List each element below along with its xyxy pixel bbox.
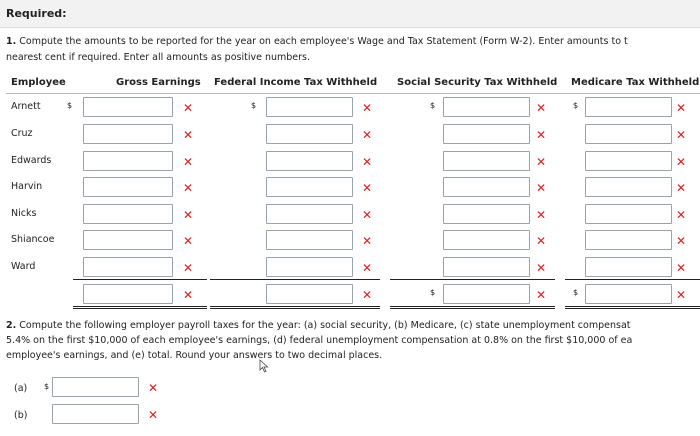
header-federal-income-tax: Federal Income Tax Withheld (214, 77, 378, 88)
harvin-gross-incorrect-icon: ✕ (183, 181, 194, 195)
employee-name-ward: Ward (11, 261, 36, 272)
ward-medicare-incorrect-icon: ✕ (676, 261, 687, 275)
question-1-line2: nearest cent if required. Enter all amounts as positive numbers. (6, 52, 310, 63)
cruz-medicare-incorrect-icon: ✕ (676, 128, 687, 142)
ward-gross-input[interactable] (83, 257, 173, 277)
harvin-medicare-incorrect-icon: ✕ (676, 181, 687, 195)
employee-name-edwards: Edwards (11, 155, 52, 166)
required-header (0, 0, 700, 28)
cruz-ss-incorrect-icon: ✕ (536, 128, 547, 142)
question-2-text (6, 318, 700, 363)
nicks-ss-incorrect-icon: ✕ (536, 208, 547, 222)
employee-name-cruz: Cruz (11, 128, 33, 139)
total-medicare-incorrect-icon: ✕ (676, 288, 687, 302)
ss-currency-symbol: $ (430, 101, 436, 110)
edwards-fed-input[interactable] (266, 151, 353, 171)
cruz-medicare-input[interactable] (585, 124, 672, 144)
question-2-line2: 5.4% on the first $10,000 of each employee's earnings, (d) federal unemployment compensation at 0.8% on the first $10,000 of ea (6, 335, 633, 346)
required-label: Required: (6, 7, 67, 20)
arnett-fed-input[interactable] (266, 97, 353, 117)
edwards-medicare-input[interactable] (585, 151, 672, 171)
employee-name-shiancoe: Shiancoe (11, 234, 55, 245)
part-b-input[interactable] (52, 404, 139, 424)
nicks-fed-input[interactable] (266, 204, 353, 224)
total-ss-incorrect-icon: ✕ (536, 288, 547, 302)
ward-fed-incorrect-icon: ✕ (362, 261, 373, 275)
nicks-gross-incorrect-icon: ✕ (183, 208, 194, 222)
total-rule-double-3 (390, 306, 555, 309)
arnett-gross-incorrect-icon: ✕ (183, 101, 194, 115)
part-b-label: (b) (14, 410, 28, 421)
harvin-fed-incorrect-icon: ✕ (362, 181, 373, 195)
total-ss-input[interactable] (443, 284, 530, 304)
part-a-currency: $ (44, 382, 50, 391)
shiancoe-fed-input[interactable] (266, 230, 353, 250)
medicare-currency-symbol: $ (573, 101, 579, 110)
fed-currency-symbol: $ (251, 101, 257, 110)
shiancoe-gross-input[interactable] (83, 230, 173, 250)
cruz-gross-input[interactable] (83, 124, 173, 144)
arnett-ss-input[interactable] (443, 97, 530, 117)
employee-name-arnett: Arnett (11, 101, 41, 112)
harvin-medicare-input[interactable] (585, 177, 672, 197)
shiancoe-gross-incorrect-icon: ✕ (183, 234, 194, 248)
total-rule-double-4 (565, 306, 700, 309)
edwards-gross-input[interactable] (83, 151, 173, 171)
question-2-number: 2. (6, 320, 17, 331)
arnett-medicare-incorrect-icon: ✕ (676, 101, 687, 115)
total-gross-input[interactable] (83, 284, 173, 304)
nicks-gross-input[interactable] (83, 204, 173, 224)
total-gross-incorrect-icon: ✕ (183, 288, 194, 302)
total-rule-double-1 (73, 306, 207, 309)
text-cursor-icon (257, 359, 269, 373)
nicks-fed-incorrect-icon: ✕ (362, 208, 373, 222)
ward-medicare-input[interactable] (585, 257, 672, 277)
header-medicare-tax: Medicare Tax Withheld (571, 77, 700, 88)
shiancoe-ss-input[interactable] (443, 230, 530, 250)
ward-ss-input[interactable] (443, 257, 530, 277)
total-medicare-input[interactable] (585, 284, 672, 304)
arnett-medicare-input[interactable] (585, 97, 672, 117)
edwards-fed-incorrect-icon: ✕ (362, 155, 373, 169)
ward-gross-incorrect-icon: ✕ (183, 261, 194, 275)
nicks-medicare-input[interactable] (585, 204, 672, 224)
arnett-ss-incorrect-icon: ✕ (536, 101, 547, 115)
question-1-text (6, 35, 628, 48)
question-1-line1: Compute the amounts to be reported for the year on each employee's Wage and Tax Statement (Form W-2). Enter amounts to t (19, 36, 628, 47)
header-gross-earnings: Gross Earnings (116, 77, 201, 88)
cruz-gross-incorrect-icon: ✕ (183, 128, 194, 142)
gross-currency-symbol: $ (67, 101, 73, 110)
edwards-medicare-incorrect-icon: ✕ (676, 155, 687, 169)
question-2-line1: Compute the following employer payroll taxes for the year: (a) social security, (b) Medicare, (c) state unemployment compensat (19, 320, 631, 331)
shiancoe-ss-incorrect-icon: ✕ (536, 234, 547, 248)
total-fed-incorrect-icon: ✕ (362, 288, 373, 302)
arnett-fed-incorrect-icon: ✕ (362, 101, 373, 115)
nicks-ss-input[interactable] (443, 204, 530, 224)
edwards-gross-incorrect-icon: ✕ (183, 155, 194, 169)
nicks-medicare-incorrect-icon: ✕ (676, 208, 687, 222)
arnett-gross-input[interactable] (83, 97, 173, 117)
ward-fed-input[interactable] (266, 257, 353, 277)
header-employee: Employee (11, 77, 66, 88)
harvin-ss-input[interactable] (443, 177, 530, 197)
total-rule-top-2 (210, 279, 380, 280)
total-rule-top-4 (565, 279, 700, 280)
total-fed-input[interactable] (266, 284, 353, 304)
question-2-line3: employee's earnings, and (e) total. Round your answers to two decimal places. (6, 350, 383, 361)
shiancoe-medicare-incorrect-icon: ✕ (676, 234, 687, 248)
cruz-ss-input[interactable] (443, 124, 530, 144)
cruz-fed-incorrect-icon: ✕ (362, 128, 373, 142)
employee-name-harvin: Harvin (11, 181, 43, 192)
total-rule-double-2 (210, 306, 380, 309)
part-a-input[interactable] (52, 377, 139, 397)
edwards-ss-incorrect-icon: ✕ (536, 155, 547, 169)
total-ss-currency-symbol: $ (430, 288, 436, 297)
question-1-number: 1. (6, 36, 17, 47)
question-1-text-line2 (6, 51, 310, 64)
total-rule-top-1 (73, 279, 207, 280)
harvin-fed-input[interactable] (266, 177, 353, 197)
harvin-ss-incorrect-icon: ✕ (536, 181, 547, 195)
part-a-incorrect-icon: ✕ (148, 381, 159, 395)
harvin-gross-input[interactable] (83, 177, 173, 197)
ward-ss-incorrect-icon: ✕ (536, 261, 547, 275)
shiancoe-fed-incorrect-icon: ✕ (362, 234, 373, 248)
shiancoe-medicare-input[interactable] (585, 230, 672, 250)
header-divider (6, 93, 700, 94)
cruz-fed-input[interactable] (266, 124, 353, 144)
edwards-ss-input[interactable] (443, 151, 530, 171)
total-medicare-currency-symbol: $ (573, 288, 579, 297)
employee-name-nicks: Nicks (11, 208, 37, 219)
total-rule-top-3 (390, 279, 555, 280)
part-a-label: (a) (14, 383, 28, 394)
part-b-incorrect-icon: ✕ (148, 408, 159, 422)
header-social-security-tax: Social Security Tax Withheld (397, 77, 558, 88)
